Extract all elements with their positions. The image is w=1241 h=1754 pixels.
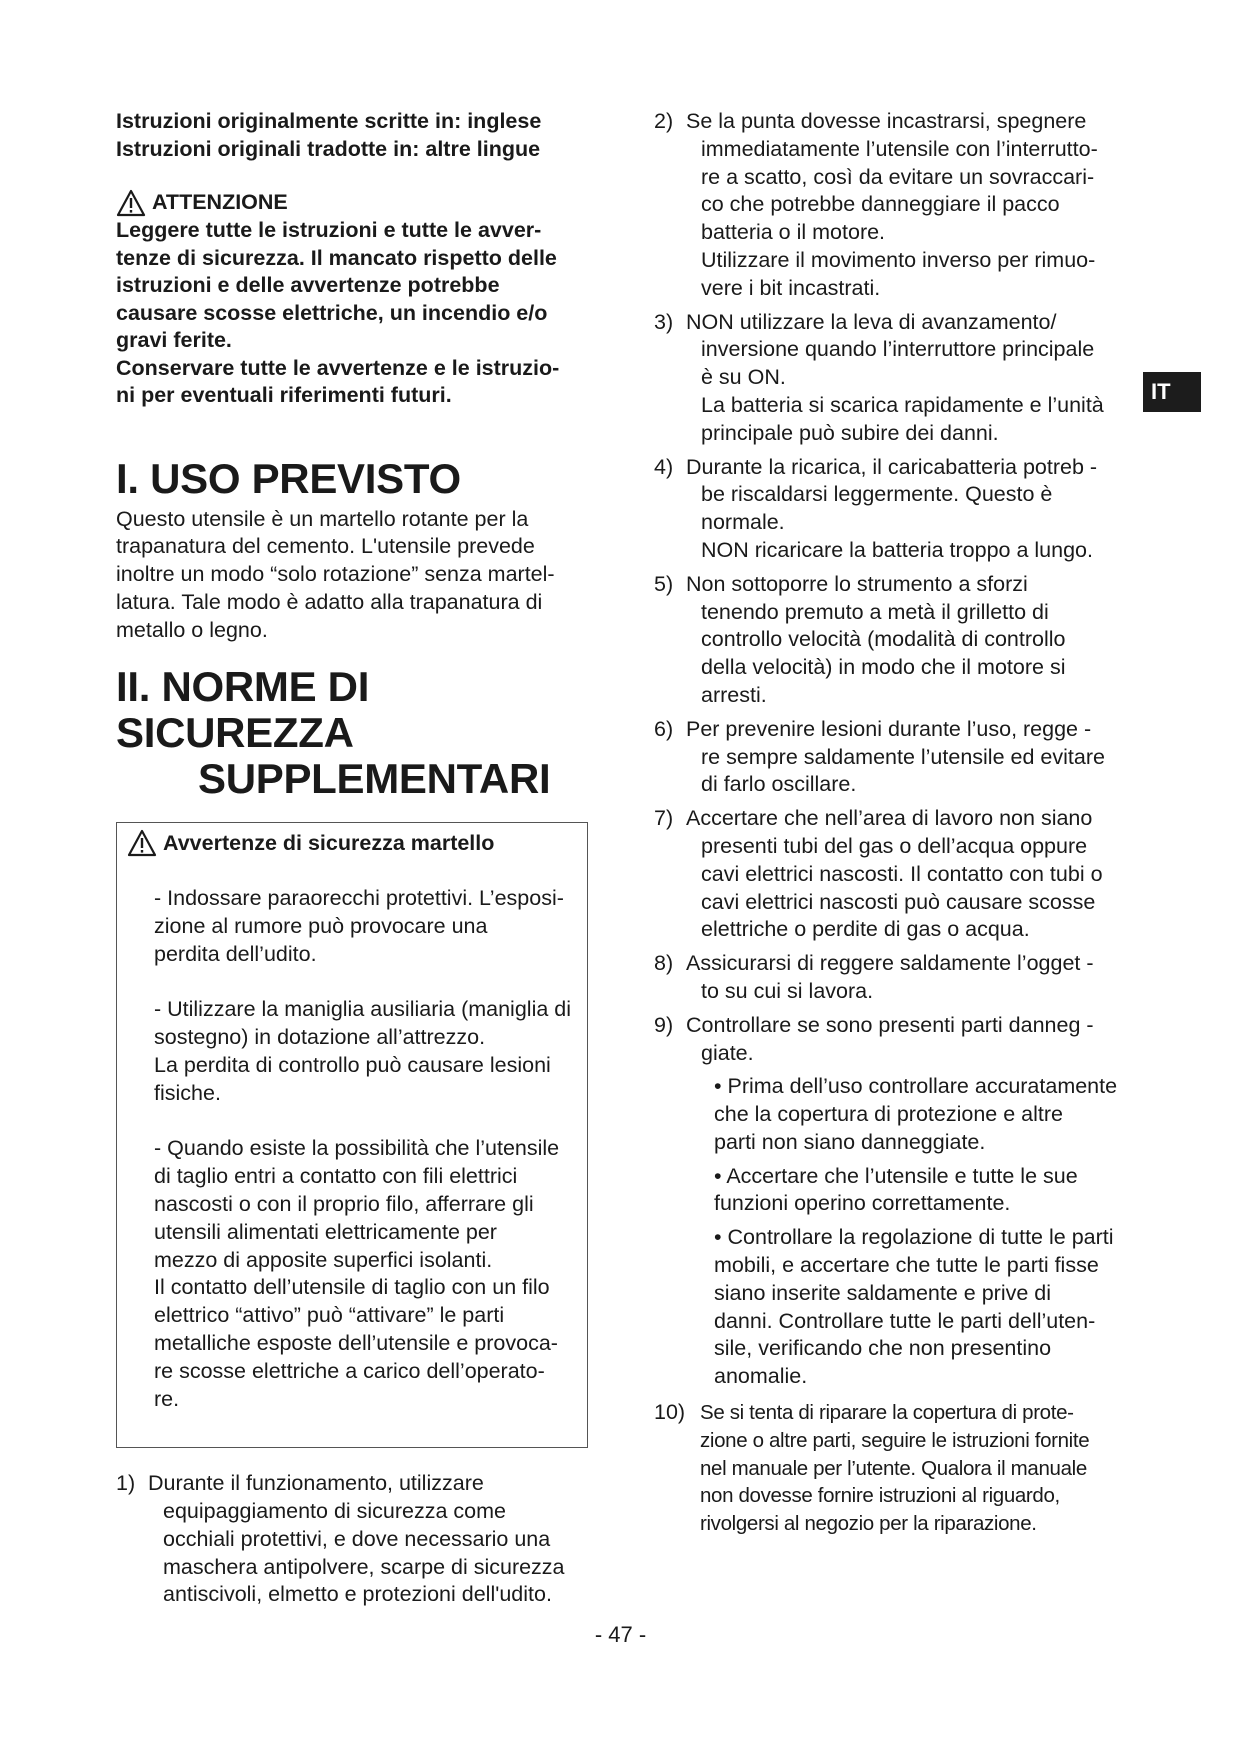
rule-first-line: Per prevenire lesioni durante l’uso, regge - [686, 716, 1092, 741]
rule-first-line: Controllare se sono presenti parti danneg - [686, 1012, 1094, 1037]
rule-number: 5) [654, 571, 674, 596]
hammer-box-title: Avvertenze di sicurezza martello [163, 830, 495, 855]
right-column [654, 108, 1144, 1544]
rule-first-line: Assicurarsi di reggere saldamente l’ogget - [686, 951, 1094, 976]
rule-text [686, 309, 1104, 448]
rule-continuation: re sempre saldamente l’utensile ed evitare di farlo oscillare. [701, 744, 1105, 797]
rule-continuation: presenti tubi del gas o dell’acqua oppure cavi elettrici nascosti. Il contatto con tubi o cavi elettrici nascosti può causare scosse elettriche o perdite di gas o acqua. [701, 833, 1103, 942]
rule-number: 1) [116, 1471, 136, 1496]
rule-9-bullets [654, 1073, 1144, 1391]
rule-number: 3) [654, 309, 674, 334]
warning-triangle-icon [116, 189, 146, 217]
rules-list-left [116, 1470, 591, 1609]
rule-item [654, 1012, 1144, 1068]
bullet-item: • Prima dell’uso controllare accuratamente che la copertura di protezione e altre parti non siano danneggiate. [714, 1074, 1118, 1154]
hammer-box-body [117, 857, 587, 1441]
page-number: - 47 - [594, 1622, 647, 1647]
hammer-warning-item: - Indossare paraorecchi protettivi. L’esposi- zione al rumore può provocare una perdita dell’udito. [154, 886, 564, 966]
rule-text [686, 950, 1094, 1006]
rule-first-line: Durante il funzionamento, utilizzare [148, 1471, 484, 1496]
rule-item [654, 716, 1144, 799]
rule-item [654, 950, 1144, 1006]
warning-heading [116, 189, 591, 217]
rule-number: 6) [654, 716, 674, 741]
rule-first-line: Durante la ricarica, il caricabatteria potreb - [686, 454, 1098, 479]
bullet-item: • Controllare la regolazione di tutte le parti mobili, e accertare che tutte le parti fisse siano inserite saldamente e prive di danni. Controllare tutte le parti dell’uten- sile, verificando che non presentino anomalie. [714, 1225, 1114, 1389]
section-2-title-line2: SUPPLEMENTARI [198, 755, 551, 803]
rule-first-line: NON utilizzare la leva di avanzamento/ [686, 309, 1057, 334]
rule-number: 7) [654, 806, 674, 831]
rule-number: 9) [654, 1012, 674, 1037]
rule-continuation: inversione quando l’interruttore principale è su ON. La batteria si scarica rapidamente e l’unità principale può subire dei danni. [701, 337, 1104, 445]
left-column [116, 108, 591, 1615]
rule-text [686, 805, 1103, 944]
original-language-line: Istruzioni originalmente scritte in: inglese [116, 109, 542, 133]
hammer-warning-item: - Quando esiste la possibilità che l’utensile di taglio entri a contatto con fili elettrici nascosti o con il proprio filo, afferrare gli utensili alimentati elettricamente per mezzo di apposite superfici isolanti. Il contatto dell’utensile di taglio con un filo elettrico “attivo” può “attivare” le parti metalliche esposte dell’utensile e provoca- re scosse elettriche a carico dell’operato- re. [154, 1136, 560, 1411]
rule-text [686, 571, 1065, 710]
rule-text: Se si tenta di riparare la copertura di prote- zione o altre parti, seguire le istruzioni fornite nel manuale per l’utente. Qualora il manuale non dovesse fornire istruzioni al riguardo, rivolgersi al negozio per la riparazione. [700, 1401, 1090, 1536]
rule-text [148, 1470, 565, 1609]
language-tab: IT [1143, 372, 1201, 412]
section-1-text: Questo utensile è un martello rotante per la trapanatura del cemento. L'utensile prevede inoltre un modo “solo rotazione” senza martel- latura. Tale modo è adatto alla trapanatura di metallo o legno. [116, 506, 555, 642]
rule-item [654, 108, 1144, 303]
rule-item [654, 571, 1144, 710]
hammer-safety-box [116, 822, 588, 1448]
warning-text: Leggere tutte le istruzioni e tutte le avver- tenze di sicurezza. Il mancato rispetto delle istruzioni e delle avvertenze potrebbe causare scosse elettriche, un incendio e/o gravi ferite. Conservare tutte le avvertenze e le istruzio- ni per eventuali riferimenti futuri. [116, 218, 560, 407]
rule-item [116, 1470, 591, 1609]
rule-continuation: to su cui si lavora. [701, 978, 874, 1003]
rule-number: 8) [654, 951, 674, 976]
section-2-title-line1: II. NORME DI SICUREZZA [116, 663, 370, 757]
section-1-title: I. USO PREVISTO [116, 454, 461, 502]
warning-title: ATTENZIONE [152, 190, 288, 215]
section-2-title [116, 664, 591, 802]
rule-continuation: giate. [701, 1040, 754, 1065]
rule-continuation: tenendo premuto a metà il grilletto di controllo velocità (modalità di controllo della velocità) in modo che il motore si arresti. [701, 599, 1066, 707]
rule-item [654, 1399, 1144, 1538]
rule-text [686, 108, 1098, 303]
rule-text [686, 454, 1097, 565]
bullet-item: • Accertare che l’utensile e tutte le sue funzioni operino correttamente. [714, 1163, 1078, 1216]
warning-triangle-icon [127, 829, 157, 857]
hammer-box-heading [117, 829, 587, 857]
rule-text [686, 1012, 1094, 1068]
rule-item [654, 309, 1144, 448]
rule-continuation: equipaggiamento di sicurezza come occhiali protettivi, e dove necessario una maschera antipolvere, scarpe di sicurezza antiscivoli, elmetto e protezioni dell'udito. [163, 1499, 565, 1607]
rule-item [654, 454, 1144, 565]
rule-text [686, 716, 1105, 799]
rule-first-line: Accertare che nell’area di lavoro non siano [686, 806, 1093, 831]
rule-first-line: Non sottoporre lo strumento a sforzi [686, 571, 1028, 596]
rule-continuation: immediatamente l’utensile con l’interrutto- re a scatto, così da evitare un sovraccari- co che potrebbe danneggiare il pacco batteria o il motore. Utilizzare il movimento inverso per rimuo- vere i bit incastrati. [701, 136, 1098, 300]
rule-number: 10) [654, 1400, 686, 1425]
rule-item [654, 805, 1144, 944]
translated-language-line: Istruzioni originali tradotte in: altre lingue [116, 136, 541, 161]
rule-number: 2) [654, 109, 674, 133]
rule-first-line: Se la punta dovesse incastrarsi, spegnere [686, 109, 1087, 133]
rule-number: 4) [654, 454, 674, 479]
hammer-warning-item: - Utilizzare la maniglia ausiliaria (maniglia di sostegno) in dotazione all’attrezzo. La perdita di controllo può causare lesioni fisiche. [154, 997, 572, 1105]
rule-continuation: be riscaldarsi leggermente. Questo è normale. NON ricaricare la batteria troppo a lungo. [701, 482, 1093, 562]
